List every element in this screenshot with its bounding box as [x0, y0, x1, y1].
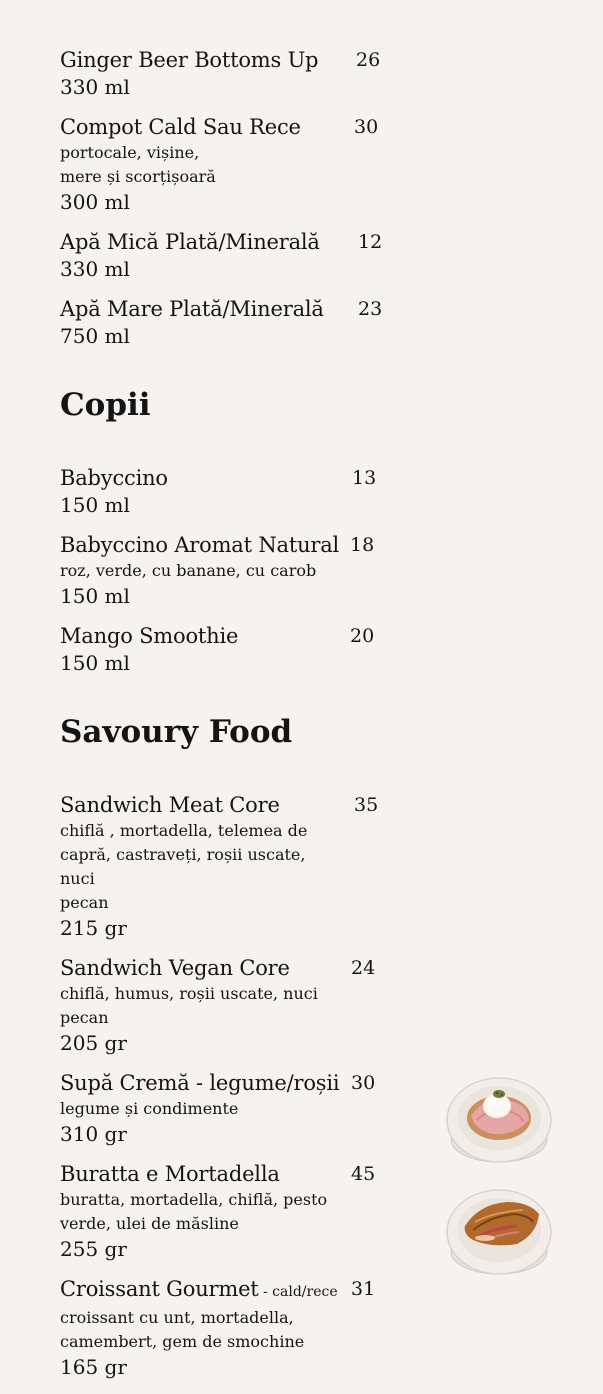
menu-item [60, 296, 390, 349]
item-name: Sandwich Meat Core [60, 793, 280, 817]
item-price: 18 [350, 534, 375, 556]
item-description [60, 982, 390, 1030]
item-description [60, 819, 390, 915]
item-price: 20 [350, 625, 375, 647]
item-price: 26 [356, 49, 381, 71]
desc-line: roz, verde, cu banane, cu carob [60, 561, 317, 580]
desc-line: legume și condimente [60, 1099, 239, 1118]
section-savoury-food [60, 712, 390, 1380]
item-name [60, 1276, 390, 1306]
item-price: 13 [352, 467, 377, 489]
item-size: 150 ml [60, 584, 130, 608]
desc-line: mere și scorțișoară [60, 167, 216, 186]
buratta-plate-image [445, 1070, 553, 1170]
desc-line: buratta, mortadella, chiflă, pesto [60, 1190, 328, 1209]
item-description [60, 1306, 390, 1354]
menu-item [60, 792, 390, 941]
desc-line: capră, castraveți, roșii uscate, nuci [60, 845, 306, 888]
section-drinks [60, 47, 390, 349]
item-note: - cald/rece [258, 1284, 338, 1300]
item-name: Apă Mare Plată/Minerală [60, 297, 324, 321]
item-size: 300 ml [60, 190, 130, 214]
item-size: 330 ml [60, 257, 130, 281]
desc-line: verde, ulei de măsline [60, 1214, 239, 1233]
menu-item [60, 1276, 390, 1380]
desc-line: pecan [60, 893, 109, 912]
item-size: 150 ml [60, 651, 130, 675]
item-description [60, 141, 390, 189]
section-title: Savoury Food [60, 714, 293, 750]
item-description [60, 1097, 390, 1121]
desc-line: chiflă, humus, roșii uscate, nuci [60, 984, 318, 1003]
item-name: Supă Cremă - legume/roșii [60, 1071, 340, 1095]
menu [60, 47, 390, 1394]
menu-item [60, 1161, 390, 1262]
item-price: 24 [351, 957, 376, 979]
item-name: Mango Smoothie [60, 624, 239, 648]
item-price: 12 [358, 231, 383, 253]
item-name: Compot Cald Sau Rece [60, 115, 301, 139]
item-size: 205 gr [60, 1031, 127, 1055]
item-size: 150 ml [60, 493, 130, 517]
menu-item [60, 623, 390, 676]
item-size: 255 gr [60, 1237, 127, 1261]
section-title: Copii [60, 387, 151, 423]
desc-line: croissant cu unt, mortadella, [60, 1308, 294, 1327]
menu-item [60, 1070, 390, 1147]
item-name: Babyccino [60, 466, 168, 490]
menu-item [60, 532, 390, 609]
desc-line: chiflă , mortadella, telemea de [60, 821, 308, 840]
item-description [60, 559, 390, 583]
item-description [60, 1188, 390, 1236]
item-size: 330 ml [60, 75, 130, 99]
item-name: Sandwich Vegan Core [60, 956, 290, 980]
item-price: 23 [358, 298, 383, 320]
item-price: 30 [354, 116, 379, 138]
item-price: 30 [351, 1072, 376, 1094]
section-copii [60, 385, 390, 676]
item-name-text: Croissant Gourmet [60, 1277, 259, 1301]
item-size: 310 gr [60, 1122, 127, 1146]
item-name: Buratta e Mortadella [60, 1162, 280, 1186]
item-name: Ginger Beer Bottoms Up [60, 48, 319, 72]
menu-item [60, 465, 390, 518]
menu-item [60, 229, 390, 282]
item-price: 35 [354, 794, 379, 816]
item-size: 215 gr [60, 916, 127, 940]
item-size: 165 gr [60, 1355, 127, 1379]
menu-item [60, 955, 390, 1056]
item-name: Babyccino Aromat Natural [60, 533, 340, 557]
desc-line: portocale, vișine, [60, 143, 200, 162]
menu-item [60, 47, 390, 100]
desc-line: camembert, gem de smochine [60, 1332, 305, 1351]
item-name: Apă Mică Plată/Minerală [60, 230, 320, 254]
item-price: 31 [351, 1278, 376, 1300]
item-price: 45 [351, 1163, 376, 1185]
menu-item [60, 114, 390, 215]
desc-line: pecan [60, 1008, 109, 1027]
croissant-plate-image [445, 1182, 553, 1282]
item-size: 750 ml [60, 324, 130, 348]
